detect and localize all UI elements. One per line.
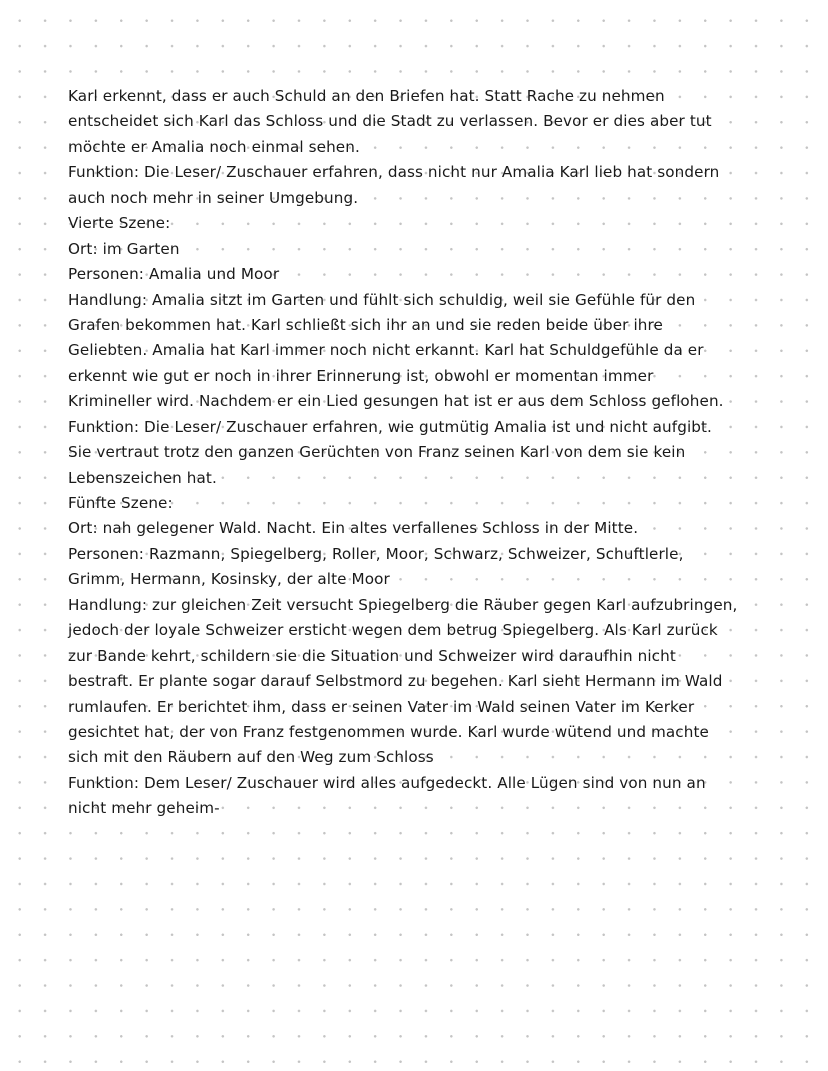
text-line: Grafen bekommen hat. Karl schließt sich ihr an und sie reden beide über ihre bbox=[68, 315, 663, 334]
text-line: bestraft. Er plante sogar darauf Selbstmord zu begehen. Karl sieht Hermann im Wald bbox=[68, 672, 723, 691]
text-line: Karl erkennt, dass er auch Schuld an den Briefen hat. Statt Rache zu nehmen bbox=[68, 87, 665, 105]
text-line: nicht mehr geheim- bbox=[68, 799, 220, 818]
function-label-line: Funktion: Dem Leser/ Zuschauer wird alles aufgedeckt. Alle Lügen sind von nun an bbox=[68, 773, 706, 792]
scene-heading-5: Fünfte Szene: bbox=[68, 494, 173, 512]
text-line: Krimineller wird. Nachdem er ein Lied gesungen hat ist er aus dem Schloss geflohen. bbox=[68, 392, 724, 411]
plot-line: Handlung: zur gleichen Zeit versucht Spiegelberg die Räuber gegen Karl aufzubringen, bbox=[68, 595, 738, 614]
text-line: Lebenszeichen hat. bbox=[68, 468, 217, 487]
text-line: sich mit den Räubern auf den Weg zum Schloss bbox=[68, 748, 434, 767]
location-line: Ort: nah gelegener Wald. Nacht. Ein altes verfallenes Schloss in der Mitte. bbox=[68, 519, 639, 538]
text-line: zur Bande kehrt, schildern sie die Situation und Schweizer wird daraufhin nicht bbox=[68, 646, 676, 665]
text-line: Grimm, Hermann, Kosinsky, der alte Moor bbox=[68, 570, 390, 589]
text-line: jedoch der loyale Schweizer ersticht wegen dem betrug Spiegelberg. Als Karl zurück bbox=[68, 621, 718, 640]
text-line: auch noch mehr in seiner Umgebung. bbox=[68, 188, 359, 207]
text-line: entscheidet sich Karl das Schloss und die Stadt zu verlassen. Bevor er dies aber tut bbox=[68, 112, 712, 131]
text-line: möchte er Amalia noch einmal sehen. bbox=[68, 137, 360, 156]
text-line: Geliebten. Amalia hat Karl immer noch nicht erkannt. Karl hat Schuldgefühle da er bbox=[68, 341, 704, 360]
persons-line: Personen: Amalia und Moor bbox=[68, 265, 280, 284]
text-line: gesichtet hat, der von Franz festgenommen wurde. Karl wurde wütend und machte bbox=[68, 722, 709, 741]
function-label-line: Funktion: Die Leser/ Zuschauer erfahren, dass nicht nur Amalia Karl lieb hat sondern bbox=[68, 163, 720, 182]
plot-line: Handlung: Amalia sitzt im Garten und fühlt sich schuldig, weil sie Gefühle für den bbox=[68, 290, 696, 309]
function-label-line: Funktion: Die Leser/ Zuschauer erfahren, wie gutmütig Amalia ist und nicht aufgibt. bbox=[68, 417, 712, 436]
text-line: rumlaufen. Er berichtet ihm, dass er seinen Vater im Wald seinen Vater im Kerker bbox=[68, 697, 695, 716]
text-line: Sie vertraut trotz den ganzen Gerüchten von Franz seinen Karl von dem sie kein bbox=[68, 443, 686, 462]
persons-line: Personen: Razmann, Spiegelberg, Roller, Moor, Schwarz, Schweizer, Schuftlerle, bbox=[68, 544, 684, 563]
location-line: Ort: im Garten bbox=[68, 239, 180, 258]
handwritten-text-block bbox=[68, 84, 788, 822]
scene-heading-4: Vierte Szene: bbox=[68, 214, 171, 233]
text-line: erkennt wie gut er noch in ihrer Erinnerung ist, obwohl er momentan immer bbox=[68, 366, 654, 385]
